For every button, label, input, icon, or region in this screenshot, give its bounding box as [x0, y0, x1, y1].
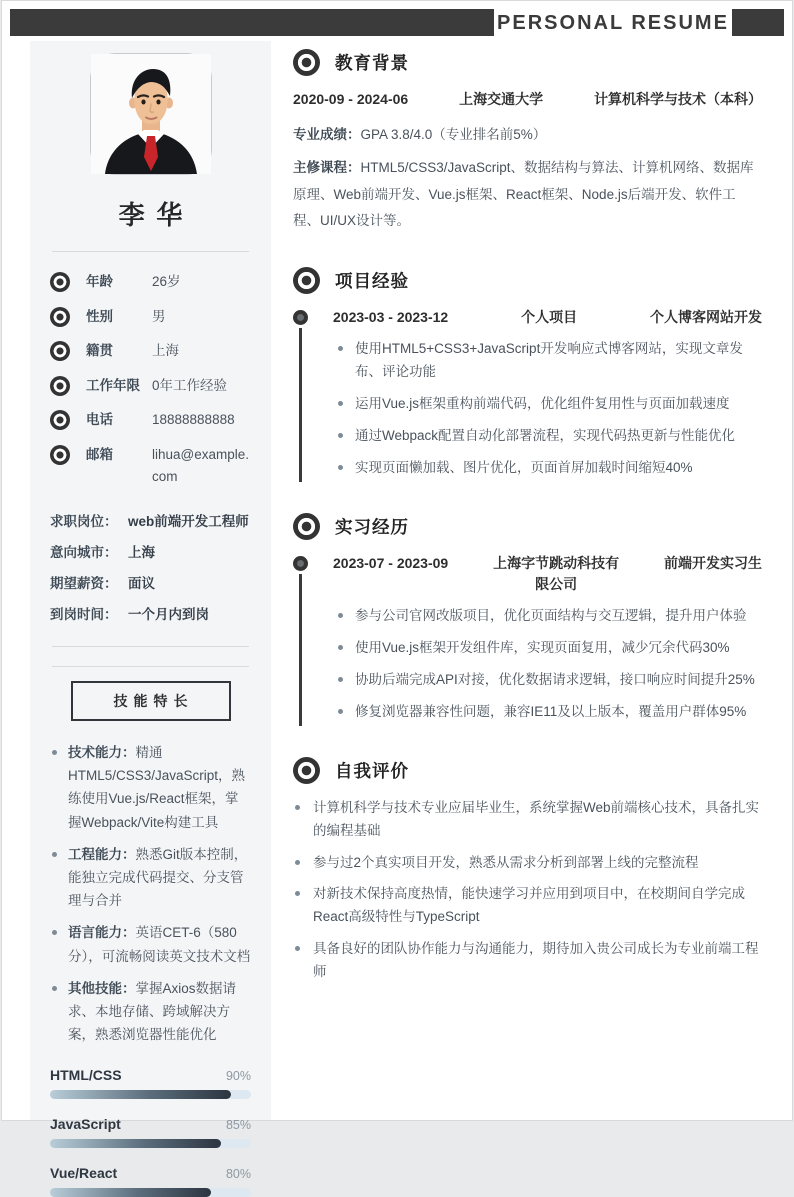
- skill-bar-label: HTML/CSS: [50, 1066, 122, 1083]
- bullet-donut-icon: [50, 410, 70, 430]
- skill-point: [50, 843, 251, 913]
- intent-label: 求职岗位：: [50, 514, 118, 530]
- gpa-line: [293, 122, 762, 148]
- section-donut-icon: [293, 513, 320, 540]
- skill-point-label: 工程能力：: [68, 846, 136, 862]
- courses-line: [293, 155, 762, 234]
- info-row: [50, 340, 251, 362]
- internship-org: 上海字节跳动科技有限公司: [493, 554, 620, 592]
- job-intent-list: [50, 511, 251, 627]
- skill-bar-percent: 90%: [225, 1068, 251, 1083]
- timeline-dot-icon: [293, 556, 308, 571]
- candidate-name: 李华: [118, 200, 195, 230]
- project-bullet: 实现页面懒加载、图片优化，页面首屏加载时间缩短40%: [333, 457, 762, 479]
- info-label: 邮箱: [86, 446, 113, 462]
- skill-bar-track: [50, 1090, 251, 1099]
- internship-meta: [333, 553, 762, 595]
- photo-wrap: [50, 53, 251, 175]
- section-title: 教育背景: [335, 53, 409, 73]
- skill-bar-percent: 85%: [225, 1117, 251, 1132]
- internship-bullet: 使用Vue.js框架开发组件库，实现页面复用，减少冗余代码30%: [333, 637, 762, 659]
- info-value: 0年工作经验: [152, 377, 228, 393]
- internship-entry: [293, 553, 762, 724]
- info-label: 籍贯: [86, 343, 113, 359]
- section-head: [293, 49, 762, 76]
- section-donut-icon: [293, 757, 320, 784]
- gpa-label: 专业成绩：: [293, 127, 361, 142]
- skill-point-label: 语言能力：: [68, 925, 136, 941]
- self-evaluation-bullet: 对新技术保持高度热情，能快速学习并应用到项目中，在校期间自学完成React高级特性与TypeScript: [293, 883, 762, 929]
- project-bullet: 运用Vue.js框架重构前端代码，优化组件复用性与页面加载速度: [333, 393, 762, 415]
- skill-bar-track: [50, 1139, 251, 1148]
- intent-row: [50, 573, 251, 596]
- info-value: 18888888888: [152, 412, 235, 428]
- project-period: 2023-03 - 2023-12: [333, 309, 449, 326]
- info-row: [50, 444, 251, 487]
- internship-role: 前端开发实习生: [663, 554, 762, 571]
- info-value: 26岁: [152, 274, 181, 289]
- main-column: [293, 41, 762, 1120]
- section-head: [293, 513, 762, 540]
- skill-bar-fill: [50, 1139, 221, 1148]
- section-donut-icon: [293, 49, 320, 76]
- section-head: [293, 757, 762, 784]
- divider: [52, 251, 249, 252]
- courses-label: 主修课程：: [293, 160, 361, 176]
- section-projects: [293, 267, 762, 479]
- section-title: 实习经历: [335, 516, 409, 537]
- info-value: lihua@example.com: [152, 446, 250, 484]
- internship-bullets: [333, 605, 762, 724]
- section-self-evaluation: [293, 757, 762, 985]
- bullet-donut-icon: [50, 376, 70, 396]
- intent-value: 上海: [128, 545, 155, 561]
- bullet-donut-icon: [50, 307, 70, 327]
- intent-row: [50, 604, 251, 627]
- skill-point: [50, 977, 251, 1047]
- skill-bar-head: [50, 1165, 251, 1181]
- intent-value: 面议: [128, 576, 155, 592]
- section-internship: [293, 513, 762, 724]
- internship-bullet: 修复浏览器兼容性问题，兼容IE11及以上版本，覆盖用户群体95%: [333, 701, 762, 723]
- self-evaluation-bullet: 计算机科学与技术专业应届毕业生，系统掌握Web前端核心技术，具备扎实的编程基础: [293, 797, 762, 843]
- skill-bar-track: [50, 1188, 251, 1197]
- bullet-donut-icon: [50, 341, 70, 361]
- self-evaluation-bullet: 参与过2个真实项目开发，熟悉从需求分析到部署上线的完整流程: [293, 852, 762, 875]
- info-label: 年龄: [86, 274, 113, 289]
- skill-bar-fill: [50, 1090, 231, 1099]
- divider: [52, 646, 249, 647]
- intent-value: 一个月内到岗: [128, 606, 209, 622]
- skill-point-label: 技术能力：: [68, 744, 136, 760]
- education-school: 上海交通大学: [459, 91, 544, 107]
- intent-value: web前端开发工程师: [128, 514, 249, 530]
- personal-info-list: [50, 271, 251, 487]
- intent-label: 到岗时间：: [50, 606, 118, 622]
- self-evaluation-bullets: [293, 797, 762, 985]
- section-education: [293, 49, 762, 234]
- divider: [52, 666, 249, 667]
- project-entry: [293, 307, 762, 479]
- intent-row: [50, 542, 251, 565]
- skill-point-text: 精通HTML5/CSS3/JavaScript，熟练使用Vue.js/React框架，掌握Webpack/Vite构建工具: [68, 744, 246, 830]
- info-row: [50, 409, 251, 431]
- skill-point-text: 掌握Axios数据请求、本地存储、跨域解决方案，熟悉浏览器性能优化: [68, 980, 237, 1043]
- info-label: 电话: [86, 412, 113, 428]
- skill-point-text: 熟悉Git版本控制，能独立完成代码提交、分支管理与合并: [68, 846, 248, 909]
- skill-point-label: 其他技能：: [68, 980, 136, 996]
- section-donut-icon: [293, 267, 320, 294]
- education-major: 计算机科学与技术（本科）: [593, 91, 762, 107]
- bullet-donut-icon: [50, 272, 70, 292]
- bullet-donut-icon: [50, 445, 70, 465]
- skill-bar-head: [50, 1067, 251, 1083]
- skill-bar-percent: 80%: [225, 1166, 251, 1181]
- education-period: 2020-09 - 2024-06: [293, 91, 409, 107]
- profile-photo: [90, 53, 212, 175]
- internship-bullet: 协助后端完成API对接，优化数据请求逻辑，接口响应时间提升25%: [333, 669, 762, 691]
- project-bullet: 使用HTML5+CSS3+JavaScript开发响应式博客网站，实现文章发布、评论功能: [333, 338, 762, 383]
- page-title: PERSONAL RESUME: [497, 11, 729, 34]
- sidebar: [30, 41, 271, 1181]
- project-meta: [333, 307, 762, 328]
- section-head: [293, 267, 762, 294]
- intent-label: 期望薪资：: [50, 576, 118, 592]
- skill-bar-label: Vue/React: [50, 1164, 118, 1181]
- internship-period: 2023-07 - 2023-09: [333, 554, 449, 571]
- skill-bars: [50, 1067, 251, 1197]
- skill-point: [50, 741, 251, 834]
- header-title-box: [494, 1, 732, 45]
- gpa-value: GPA 3.8/4.0（专业排名前5%）: [360, 127, 547, 142]
- info-value: 男: [152, 308, 166, 324]
- info-value: 上海: [152, 343, 179, 359]
- info-label: 工作年限: [86, 377, 140, 393]
- info-row: [50, 271, 251, 293]
- internship-bullet: 参与公司官网改版项目，优化页面结构与交互逻辑，提升用户体验: [333, 605, 762, 627]
- project-org: 个人项目: [521, 309, 578, 326]
- timeline-dot-icon: [293, 310, 308, 325]
- section-title: 自我评价: [335, 760, 409, 781]
- project-role: 个人博客网站开发: [649, 309, 762, 326]
- info-row: [50, 306, 251, 328]
- skill-points-list: [50, 741, 251, 1047]
- section-title: 项目经验: [335, 271, 409, 292]
- resume-page: [1, 0, 793, 1181]
- courses-value: HTML5/CSS3/JavaScript、数据结构与算法、计算机网络、数据库原理、Web前端开发、Vue.js框架、React框架、Node.js后端开发、软件工程、UI/UX设计等。: [293, 160, 754, 228]
- info-label: 性别: [86, 308, 113, 324]
- education-meta: [293, 89, 762, 110]
- skill-bar-label: JavaScript: [50, 1115, 121, 1132]
- info-row: [50, 375, 251, 397]
- portrait-illustration: [91, 54, 211, 174]
- content: [30, 41, 762, 1181]
- skill-bar-row: [50, 1116, 251, 1148]
- skill-bar-head: [50, 1116, 251, 1132]
- intent-label: 意向城市：: [50, 545, 118, 561]
- project-bullet: 通过Webpack配置自动化部署流程，实现代码热更新与性能优化: [333, 425, 762, 447]
- project-bullets: [333, 338, 762, 479]
- skill-point-text: 英语CET-6（580分），可流畅阅读英文技术文档: [68, 925, 251, 964]
- self-evaluation-bullet: 具备良好的团队协作能力与沟通能力，期待加入贵公司成长为专业前端工程师: [293, 938, 762, 984]
- skill-bar-row: [50, 1067, 251, 1099]
- intent-row: [50, 511, 251, 534]
- skill-bar-fill: [50, 1188, 211, 1197]
- skills-section-title: 技能特长: [71, 681, 231, 721]
- skill-point: [50, 921, 251, 967]
- skill-bar-row: [50, 1165, 251, 1197]
